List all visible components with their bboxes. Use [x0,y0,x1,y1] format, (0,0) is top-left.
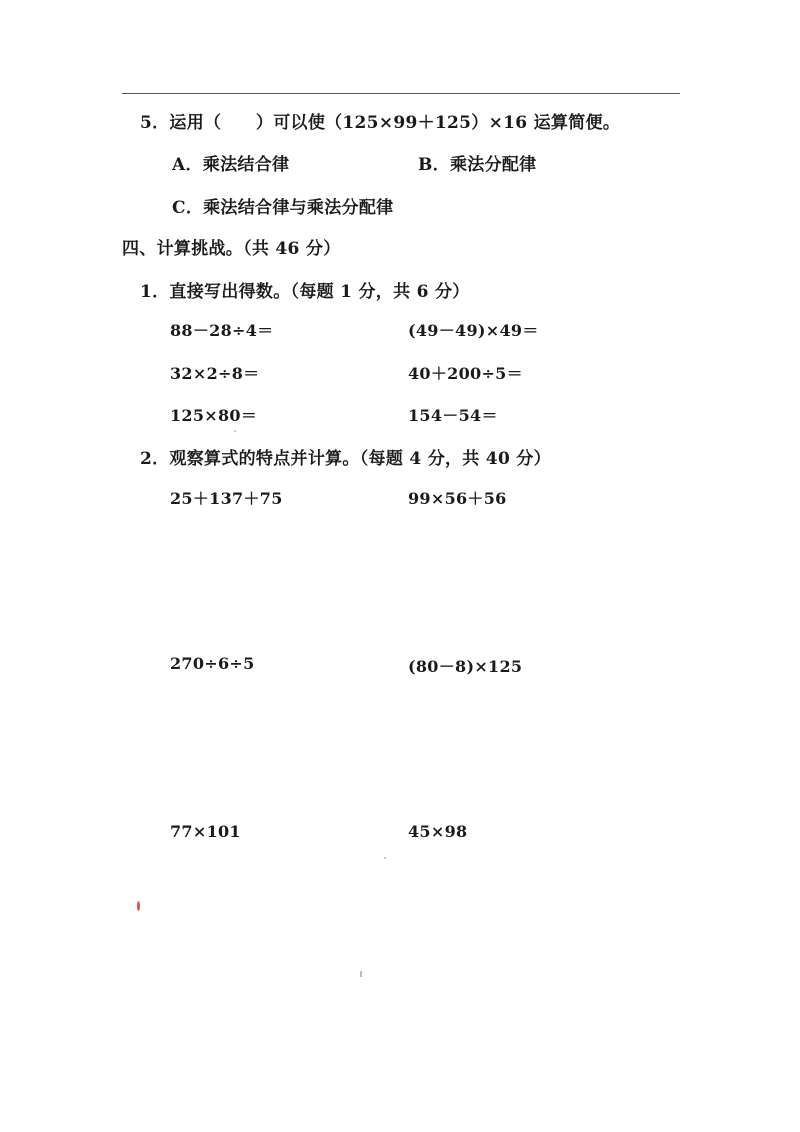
question-5-stem: 5．运用（ ）可以使（125×99＋125）×16 运算简便。 [140,113,621,133]
computation-problem: 25＋137＋75 [170,489,283,508]
part-1-heading: 1．直接写出得数。（每题 1 分，共 6 分） [140,282,470,302]
oral-calc-item: 40＋200÷5＝ [408,364,523,383]
oral-calc-item: 125×80＝ [170,406,258,425]
question-5-option-c: C．乘法结合律与乘法分配律 [172,198,394,218]
scan-speck [234,430,236,432]
scan-speck [137,901,140,911]
question-5-option-b: B．乘法分配律 [418,155,537,175]
oral-calc-item: 32×2÷8＝ [170,364,260,383]
part-2-heading: 2．观察算式的特点并计算。（每题 4 分，共 40 分） [140,449,551,469]
oral-calc-item: (49－49)×49＝ [408,321,539,340]
oral-calc-item: 88－28÷4＝ [170,321,274,340]
computation-problem: 99×56＋56 [408,489,507,508]
oral-calc-item: 154－54＝ [408,406,498,425]
computation-problem: 77×101 [170,822,241,841]
question-5-option-a: A．乘法结合律 [172,155,290,175]
computation-problem: 270÷6÷5 [170,654,255,673]
scan-speck [384,857,386,859]
top-divider-line [122,93,680,94]
computation-problem: (80－8)×125 [408,657,523,676]
section-4-heading: 四、计算挑战。（共 46 分） [122,239,341,259]
scan-speck [360,971,362,977]
computation-problem: 45×98 [408,822,468,841]
